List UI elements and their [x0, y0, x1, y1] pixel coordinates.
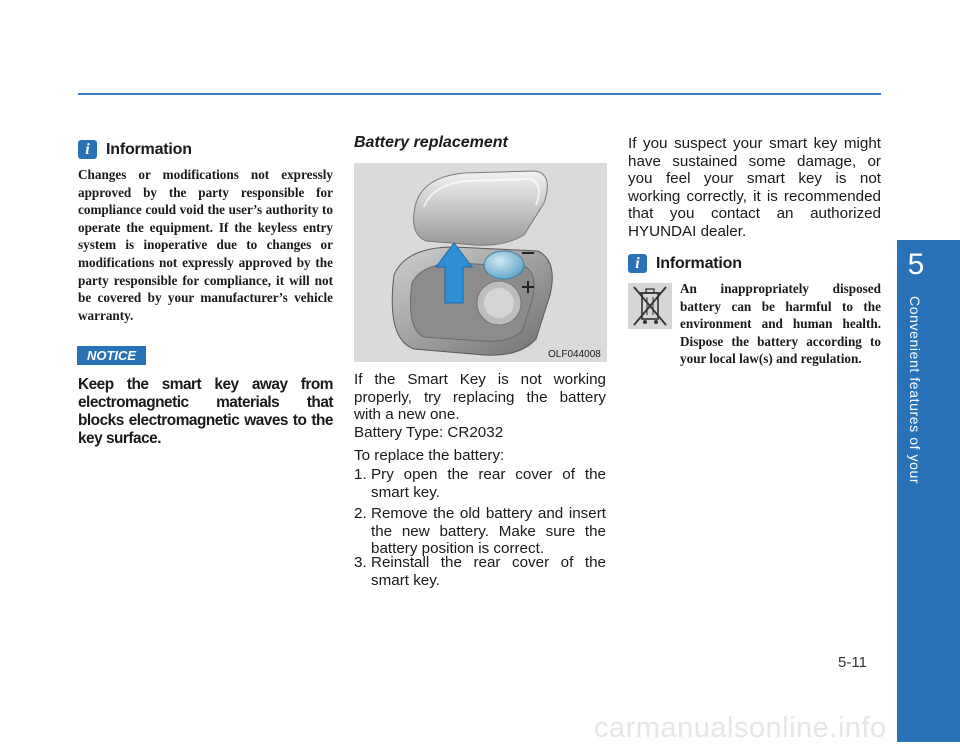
header-rule — [78, 93, 881, 95]
list-item — [354, 466, 606, 501]
step-text: Pry open the rear cover of the smart key. — [371, 466, 606, 501]
battery-type: Battery Type: CR2032 — [354, 424, 504, 441]
step-text: Remove the old battery and insert the new battery. Make sure the battery position is correct. — [371, 505, 606, 558]
notice-badge: NOTICE — [77, 346, 146, 365]
steps-intro: To replace the battery: — [354, 447, 505, 464]
info-icon: i — [78, 140, 97, 159]
chapter-tab — [897, 240, 960, 290]
figure-label: OLF044008 — [548, 349, 601, 360]
step-text: Reinstall the rear cover of the smart key. — [371, 554, 606, 589]
battery-intro: If the Smart Key is not working properly, try replacing the battery with a new one. — [354, 371, 606, 424]
step-number: 1. — [354, 466, 367, 483]
info-heading: Information — [656, 255, 742, 272]
step-number: 3. — [354, 554, 367, 571]
crossed-out-bin-icon — [628, 283, 672, 329]
list-item — [354, 505, 606, 558]
list-item — [354, 554, 606, 589]
chapter-number: 5 — [907, 248, 925, 281]
smart-key-figure — [354, 163, 607, 362]
disposal-text: An inappropriately disposed battery can be harmful to the environment and human health. Dispose the battery according to your local law(s) and regulation. — [680, 281, 881, 367]
section-heading: Battery replacement — [354, 134, 508, 151]
notice-text: Keep the smart key away from electromagnetic materials that blocks electromagnetic waves to the key surface. — [78, 376, 333, 447]
step-number: 2. — [354, 505, 367, 522]
info-icon: i — [628, 254, 647, 273]
chapter-title: Convenient features of your vehicle — [877, 296, 923, 485]
footer-watermark: carmanualsonline.info — [594, 712, 887, 744]
crossed-out-bin-icon — [628, 283, 672, 329]
smart-key-illustration — [354, 163, 607, 362]
info-text: Changes or modifications not expressly approved by the party responsible for compliance could void the user’s authority to operate the equipment. If the keyless entry system is inoperative due to changes or modifications not expressly approved by the party responsible for compliance, it will not be covered by your manufacturer’s vehicle warranty. — [78, 167, 333, 323]
page-number: 5-11 — [838, 654, 867, 671]
info-heading: Information — [106, 141, 192, 158]
damage-text: If you suspect your smart key might have sustained some damage, or you feel your smart key is not working correctly, it is recommended that you contact an authorized HYUNDAI dealer. — [628, 135, 881, 240]
